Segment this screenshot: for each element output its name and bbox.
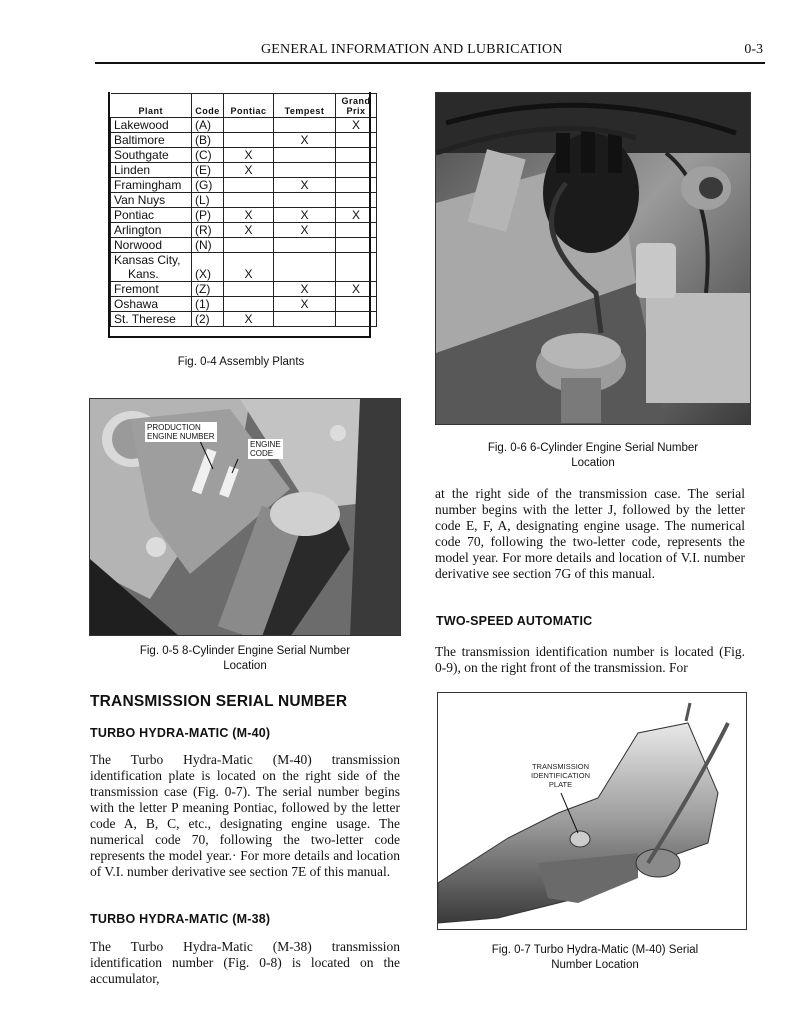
- cell-plant: Framingham: [111, 178, 192, 193]
- cell-code: (1): [192, 297, 224, 312]
- cell-tempest: X: [274, 178, 336, 193]
- caption-line: Fig. 0-6 6-Cylinder Engine Serial Number: [487, 442, 699, 454]
- cell-grand-prix: [336, 223, 377, 238]
- cell-plant: Lakewood: [111, 118, 192, 133]
- plant-name-line2: Kans.: [128, 267, 159, 281]
- m38-paragraph: The Turbo Hydra-Matic (M-38) transmission identification number (Fig. 0-8) is located on the accumulator,: [90, 939, 400, 986]
- table-row: [111, 238, 377, 253]
- engine-block-illustration: [90, 399, 401, 636]
- column-header-grand-prix: [336, 94, 377, 118]
- cell-pontiac: X: [224, 148, 274, 163]
- cell-code: (E): [192, 163, 224, 178]
- table-row: [111, 163, 377, 178]
- cell-code: (Z): [192, 282, 224, 297]
- cell-plant: Baltimore: [111, 133, 192, 148]
- cell-code: (A): [192, 118, 224, 133]
- engine-distributor-illustration: [436, 93, 751, 425]
- column-header-tempest: Tempest: [274, 94, 336, 118]
- cell-tempest: X: [274, 133, 336, 148]
- fig-0-7-caption: [450, 943, 740, 973]
- fig-0-4-caption: Fig. 0-4 Assembly Plants: [177, 356, 305, 368]
- column-header-plant: Plant: [111, 94, 192, 118]
- label-line: PRODUCTION: [147, 423, 201, 432]
- running-title: GENERAL INFORMATION AND LUBRICATION: [261, 42, 563, 57]
- cell-tempest: [274, 148, 336, 163]
- cell-pontiac: [224, 297, 274, 312]
- label-line: CODE: [250, 449, 274, 458]
- cell-plant: Fremont: [111, 282, 192, 297]
- cell-grand-prix: [336, 253, 377, 282]
- cell-tempest: X: [274, 208, 336, 223]
- cell-grand-prix: [336, 193, 377, 208]
- caption-line: Number Location: [551, 959, 639, 971]
- table-row: [111, 178, 377, 193]
- transmission-identification-plate-label: [518, 762, 603, 789]
- cell-plant: Linden: [111, 163, 192, 178]
- cell-pontiac: [224, 282, 274, 297]
- cell-code: (X): [192, 253, 224, 282]
- table-header-row: [111, 94, 377, 118]
- table-row: [111, 282, 377, 297]
- transmission-illustration: [438, 693, 747, 930]
- turbo-hydra-matic-m40-heading: TURBO HYDRA-MATIC (M-40): [90, 726, 271, 740]
- caption-line: Fig. 0-7 Turbo Hydra-Matic (M-40) Serial: [491, 944, 699, 956]
- cell-code: (P): [192, 208, 224, 223]
- cell-pontiac: X: [224, 208, 274, 223]
- header-grand: Grand: [341, 96, 371, 106]
- cell-grand-prix: X: [336, 118, 377, 133]
- table-row: [111, 118, 377, 133]
- cell-plant: Arlington: [111, 223, 192, 238]
- label-line: PLATE: [548, 780, 573, 789]
- cell-plant: Southgate: [111, 148, 192, 163]
- cell-pontiac: X: [224, 223, 274, 238]
- cell-grand-prix: X: [336, 282, 377, 297]
- plant-name-line1: Kansas City,: [114, 253, 181, 267]
- cell-tempest: X: [274, 223, 336, 238]
- fig-0-6-caption: [440, 441, 746, 471]
- cell-plant: St. Therese: [111, 312, 192, 327]
- column-header-pontiac: Pontiac: [224, 94, 274, 118]
- transmission-serial-number-heading: TRANSMISSION SERIAL NUMBER: [90, 693, 348, 710]
- cell-pontiac: X: [224, 312, 274, 327]
- page-number: 0-3: [744, 42, 763, 57]
- table-row: [111, 148, 377, 163]
- cell-plant: Van Nuys: [111, 193, 192, 208]
- cell-code: (G): [192, 178, 224, 193]
- production-engine-number-label: [145, 422, 217, 442]
- table-row: [111, 312, 377, 327]
- cell-tempest: [274, 238, 336, 253]
- turbo-hydra-matic-m38-heading: TURBO HYDRA-MATIC (M-38): [90, 912, 271, 926]
- cell-tempest: X: [274, 297, 336, 312]
- cell-grand-prix: [336, 148, 377, 163]
- table-row: [111, 193, 377, 208]
- cell-pontiac: [224, 133, 274, 148]
- cell-pontiac: [224, 118, 274, 133]
- cell-code: (R): [192, 223, 224, 238]
- label-line: ENGINE NUMBER: [147, 432, 215, 441]
- m40-paragraph: The Turbo Hydra-Matic (M-40) transmission identification plate is located on the right side of the transmission case (Fig. 0-7). The serial number begins with the letter P meaning Pontiac, followed by the letter code A, B, C, etc., designating engine usage. The numerical code 70, following the two-letter code represents the model year.· For more details and location of V.I. number derivative see section 7E of this manual.: [90, 752, 400, 879]
- assembly-plants-table: [110, 93, 377, 327]
- cell-tempest: [274, 163, 336, 178]
- cell-tempest: [274, 118, 336, 133]
- two-speed-automatic-heading: TWO-SPEED AUTOMATIC: [436, 614, 593, 628]
- cell-pontiac: [224, 238, 274, 253]
- caption-line: Location: [571, 457, 615, 469]
- page-header: [95, 40, 765, 64]
- cell-code: (L): [192, 193, 224, 208]
- table-row: [111, 133, 377, 148]
- table-row: [111, 297, 377, 312]
- table-row: [111, 208, 377, 223]
- fig-0-6-photo: [435, 92, 751, 425]
- cell-code: (2): [192, 312, 224, 327]
- cell-pontiac: X: [224, 253, 274, 282]
- cell-tempest: [274, 312, 336, 327]
- cell-code: (N): [192, 238, 224, 253]
- cell-tempest: [274, 193, 336, 208]
- cell-grand-prix: [336, 297, 377, 312]
- label-line: ENGINE: [250, 440, 281, 449]
- fig-0-5-caption: [110, 644, 380, 674]
- cell-grand-prix: [336, 178, 377, 193]
- table-row: [111, 253, 377, 282]
- engine-serial-continued-paragraph: at the right side of the transmission case. The serial number begins with the letter J, followed by the letter code E, F, A, designating engine usage. The numerical code 70, following the two-letter code, represents the model year. For more details and location of V.I. number derivative see section 7G of this manual.: [435, 486, 745, 581]
- cell-grand-prix: X: [336, 208, 377, 223]
- cell-code: (C): [192, 148, 224, 163]
- cell-grand-prix: [336, 133, 377, 148]
- cell-plant: [111, 253, 192, 282]
- cell-pontiac: [224, 178, 274, 193]
- cell-pontiac: X: [224, 163, 274, 178]
- engine-code-label: [248, 439, 283, 459]
- label-line: TRANSMISSION: [531, 762, 590, 771]
- fig-0-5-photo: [89, 398, 401, 636]
- column-header-code: Code: [192, 94, 224, 118]
- cell-code: (B): [192, 133, 224, 148]
- cell-grand-prix: [336, 163, 377, 178]
- header-prix: Prix: [346, 106, 366, 116]
- caption-line: Fig. 0-5 8-Cylinder Engine Serial Number: [139, 645, 351, 657]
- label-line: IDENTIFICATION: [530, 771, 591, 780]
- cell-plant: Oshawa: [111, 297, 192, 312]
- cell-grand-prix: [336, 238, 377, 253]
- cell-tempest: X: [274, 282, 336, 297]
- table-row: [111, 223, 377, 238]
- cell-tempest: [274, 253, 336, 282]
- caption-line: Location: [223, 660, 267, 672]
- cell-pontiac: [224, 193, 274, 208]
- cell-plant: Norwood: [111, 238, 192, 253]
- cell-plant: Pontiac: [111, 208, 192, 223]
- two-speed-paragraph: The transmission identification number is located (Fig. 0-9), on the right front of the transmission. For: [435, 644, 745, 675]
- fig-0-7-illustration: [437, 692, 747, 930]
- cell-grand-prix: [336, 312, 377, 327]
